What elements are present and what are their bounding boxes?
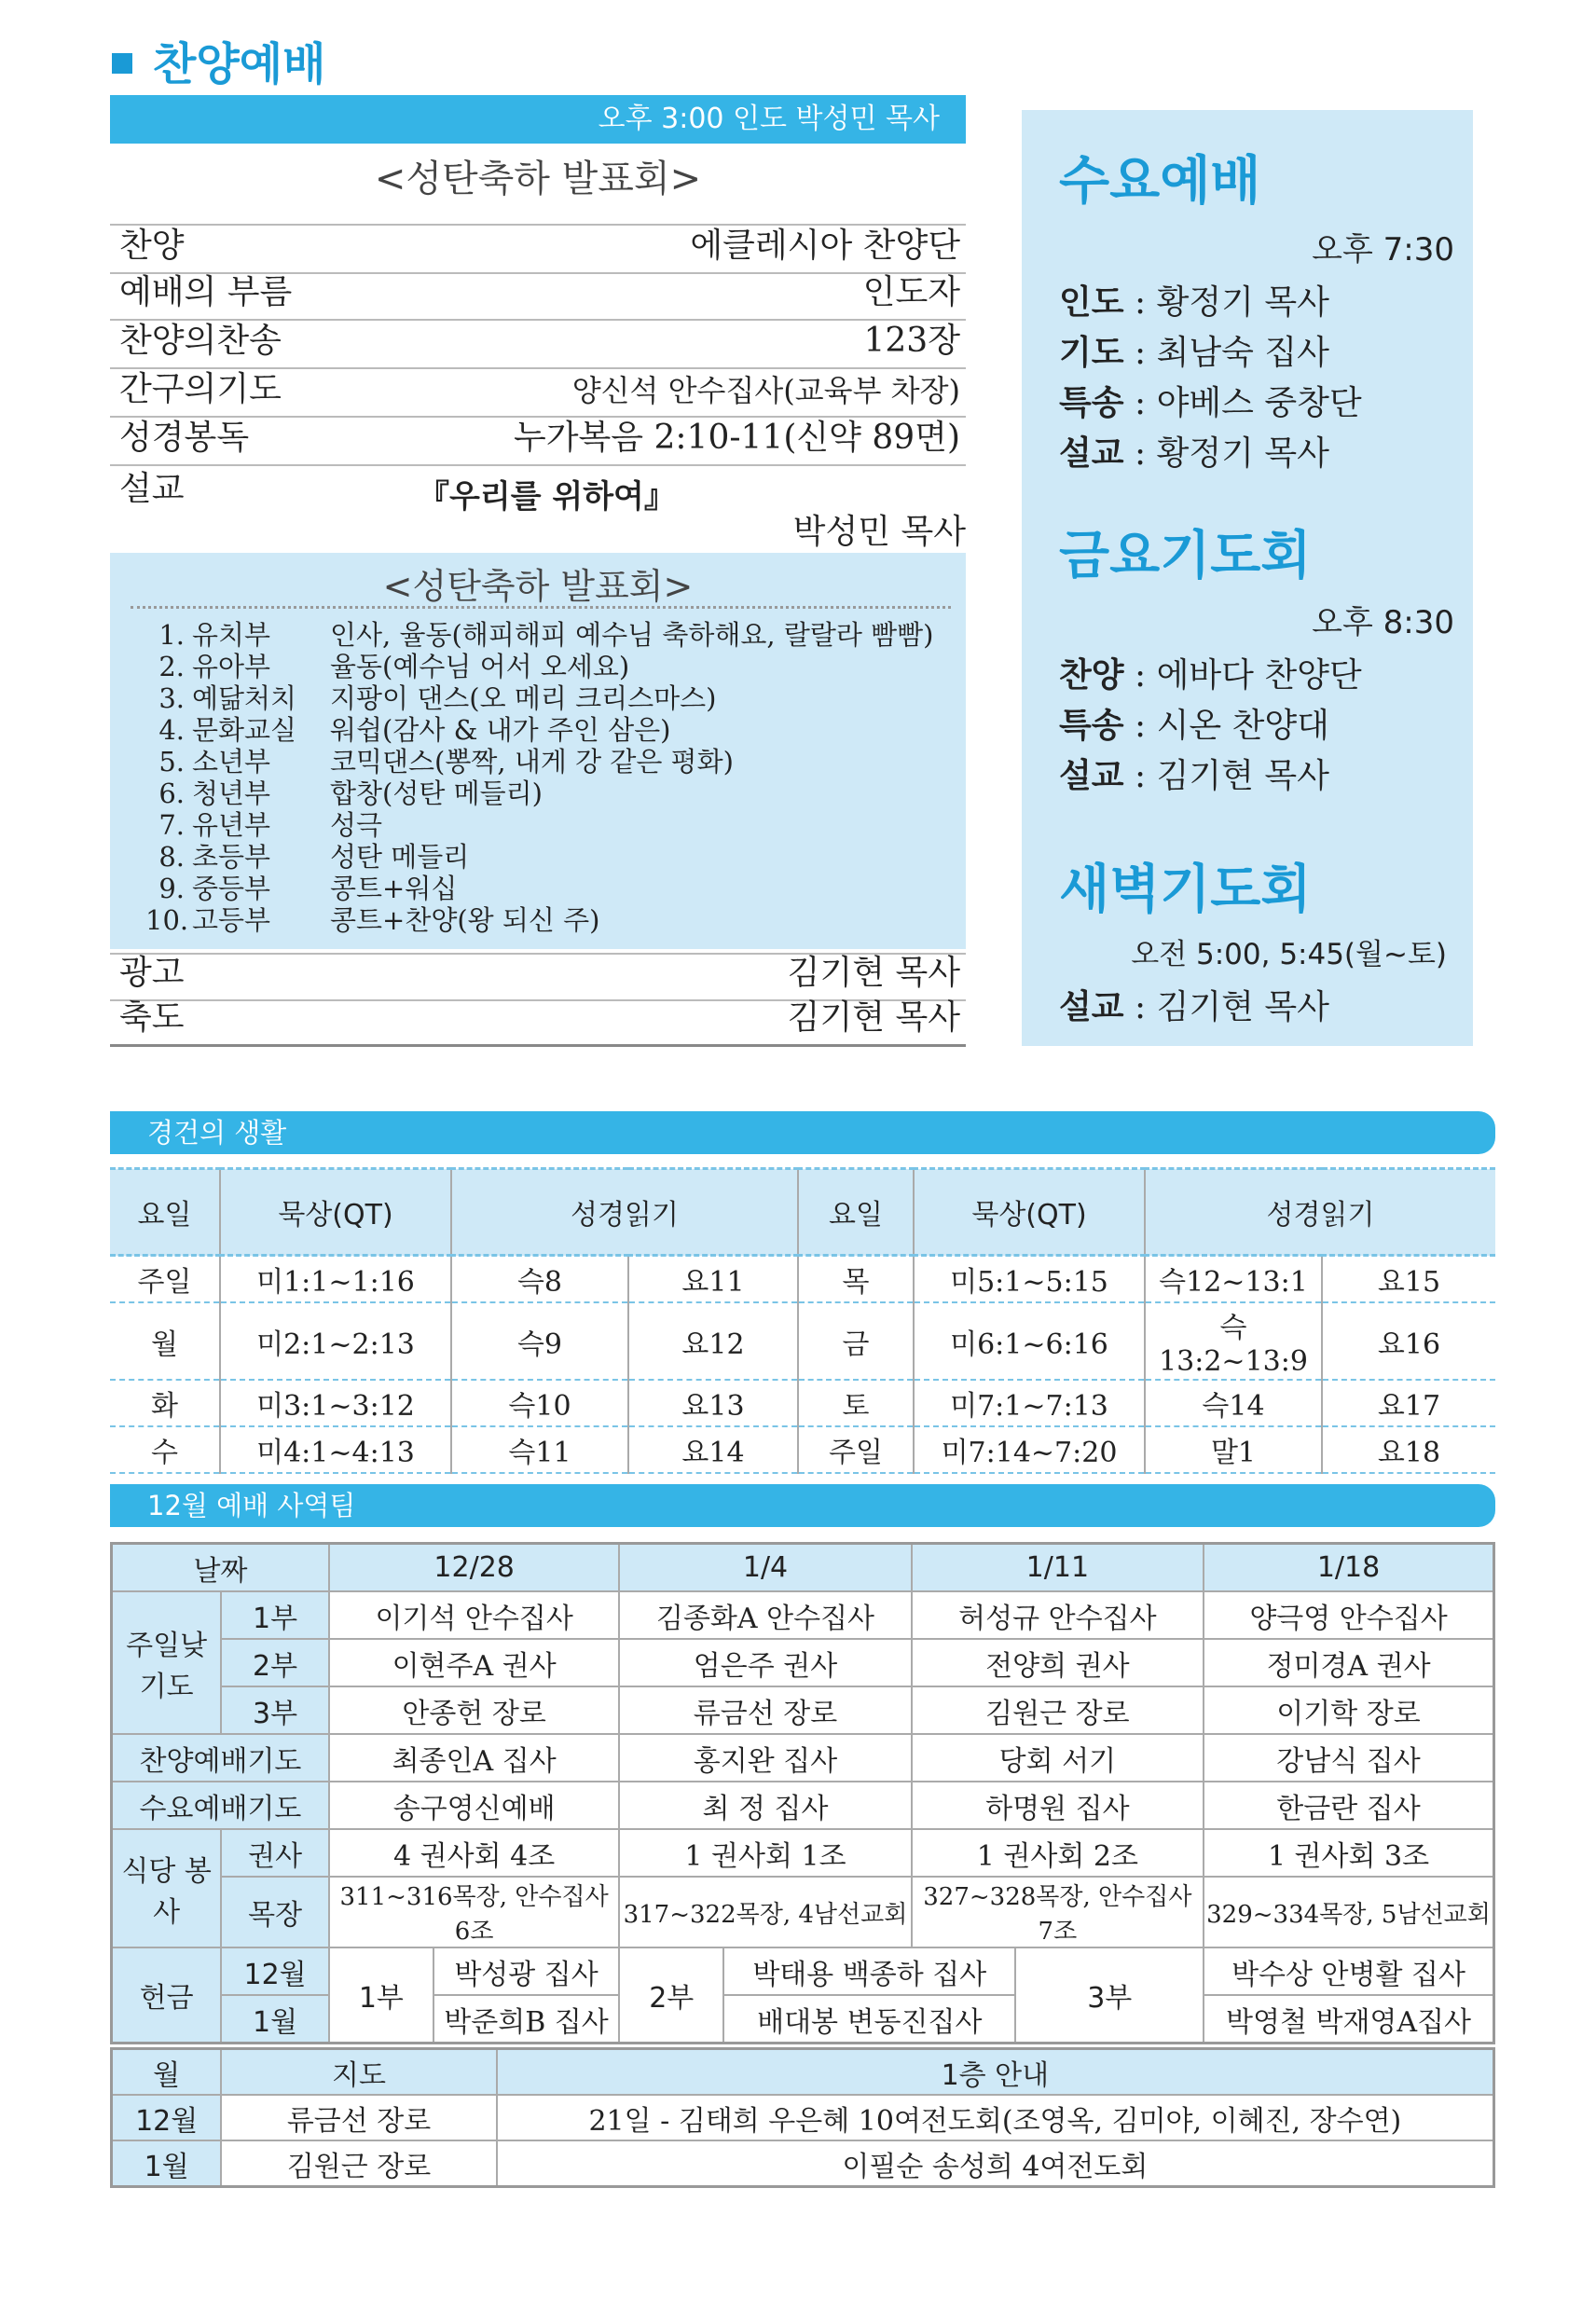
name-cell: 327~328목장, 안수집사 7조 — [912, 1877, 1204, 1947]
order-label: 간구의기도 — [119, 370, 282, 408]
role-label: 기도 — [1059, 334, 1124, 372]
header-cell: 성경읽기 — [1145, 1169, 1495, 1256]
program-num: 8. — [158, 841, 185, 873]
month-cell: 12월 — [221, 1947, 329, 1995]
qt-cell: 미1:1~1:16 — [220, 1256, 451, 1303]
program-dept: 소년부 — [192, 746, 271, 778]
program-num: 2. — [158, 651, 185, 682]
role-label: 인도 — [1059, 283, 1124, 322]
header-cell: 월 — [112, 2049, 222, 2096]
name-cell: 박영철 박재영A집사 — [1204, 1995, 1493, 2044]
program-dept: 예닮처치 — [192, 682, 297, 714]
dawn-time: 오전 5:00, 5:45(월~토) — [1131, 938, 1447, 971]
program-content: 워쉽(감사 & 내가 주인 삼은) — [330, 714, 671, 746]
info-cell: 이필순 송성희 4여전도회 — [497, 2140, 1494, 2187]
header-cell: 요일 — [110, 1169, 220, 1256]
header-cell: 성경읽기 — [451, 1169, 798, 1256]
name-cell: 1 권사회 1조 — [619, 1829, 911, 1877]
friday-line — [1059, 699, 1329, 747]
program-item — [145, 651, 629, 682]
program-num: 9. — [158, 873, 185, 904]
program-dept: 유치부 — [192, 619, 271, 651]
name-cell: 박태용 백종하 집사 — [723, 1947, 1015, 1995]
cafeteria-label: 식당 봉사 — [112, 1829, 222, 1947]
program-dept: 청년부 — [192, 778, 271, 809]
reading-cell: 요13 — [628, 1380, 798, 1426]
program-dept: 중등부 — [192, 873, 271, 904]
role-name: : 김기현 목사 — [1123, 757, 1329, 795]
sunday-prayer-label: 주일낮 기도 — [112, 1591, 222, 1734]
date-label: 날짜 — [112, 1544, 329, 1592]
info-cell: 21일 - 김태희 우은혜 10여전도회(조영옥, 김미야, 이혜진, 장수연) — [497, 2095, 1494, 2140]
part-cell: 1부 — [221, 1591, 329, 1639]
name-cell: 안종헌 장로 — [329, 1686, 619, 1734]
date-cell: 1/11 — [912, 1544, 1204, 1592]
part-cell: 1부 — [329, 1947, 433, 2044]
service-time-bar: 오후 3:00 인도 박성민 목사 — [110, 95, 966, 144]
day-cell: 월 — [110, 1302, 220, 1380]
order-row — [110, 999, 966, 1047]
name-cell: 최 정 집사 — [619, 1782, 911, 1829]
month-cell: 12월 — [112, 2095, 222, 2140]
reading-cell: 슥10 — [451, 1380, 628, 1426]
name-cell: 317~322목장, 4남선교회 — [619, 1877, 911, 1947]
order-label: 성경봉독 — [119, 419, 250, 457]
wed-prayer-label: 수요예배기도 — [112, 1782, 329, 1829]
day-cell: 화 — [110, 1380, 220, 1426]
guide-cell: 류금선 장로 — [221, 2095, 496, 2140]
program-num: 4. — [158, 714, 185, 746]
qt-cell: 미7:14~7:20 — [914, 1426, 1145, 1473]
name-cell: 정미경A 권사 — [1204, 1639, 1493, 1686]
month-cell: 1월 — [221, 1995, 329, 2044]
reading-cell: 요12 — [628, 1302, 798, 1380]
program-dept: 유년부 — [192, 809, 271, 841]
qt-cell: 미6:1~6:16 — [914, 1302, 1145, 1380]
name-cell: 1 권사회 3조 — [1204, 1829, 1493, 1877]
table-header-row — [110, 1169, 1495, 1256]
name-cell: 양극영 안수집사 — [1204, 1591, 1493, 1639]
program-content: 인사, 율동(해피해피 예수님 축하해요, 랄랄라 빰빰) — [330, 619, 934, 651]
program-item — [145, 619, 933, 651]
program-dept: 유아부 — [192, 651, 271, 682]
role-name: : 김기현 목사 — [1123, 988, 1329, 1026]
header-cell: 1층 안내 — [497, 2049, 1494, 2096]
ministry-table — [110, 1542, 1495, 2044]
order-value: 인도자 — [862, 273, 960, 311]
name-cell: 김종화A 안수집사 — [619, 1591, 911, 1639]
floor-guide-table — [110, 2047, 1495, 2188]
reading-cell: 요18 — [1322, 1426, 1495, 1473]
program-title: <성탄축하 발표회> — [382, 566, 694, 607]
program-dept: 문화교실 — [192, 714, 297, 746]
square-bullet-icon — [112, 53, 132, 74]
reading-cell: 요11 — [628, 1256, 798, 1303]
order-row — [110, 418, 966, 466]
reading-cell: 슥12~13:1 — [1145, 1256, 1322, 1303]
name-cell: 전양희 권사 — [912, 1639, 1204, 1686]
name-cell: 김원근 장로 — [912, 1686, 1204, 1734]
name-cell: 배대봉 변동진집사 — [723, 1995, 1015, 2044]
table-row — [110, 1426, 1495, 1473]
page-title-text: 찬양예배 — [153, 38, 326, 90]
day-cell: 주일 — [110, 1256, 220, 1303]
program-item — [145, 841, 469, 873]
name-cell: 이기석 안수집사 — [329, 1591, 619, 1639]
program-content: 콩트+찬양(왕 되신 주) — [330, 904, 600, 936]
program-content: 율동(예수님 어서 오세요) — [330, 651, 630, 682]
name-cell: 311~316목장, 안수집사 6조 — [329, 1877, 619, 1947]
reading-cell: 슥11 — [451, 1426, 628, 1473]
role-name: : 에바다 찬양단 — [1123, 656, 1362, 695]
day-cell: 토 — [798, 1380, 914, 1426]
program-num: 1. — [158, 619, 185, 651]
program-content: 콩트+워십 — [330, 873, 458, 904]
program-item — [145, 778, 543, 809]
qt-cell: 미3:1~3:12 — [220, 1380, 451, 1426]
praise-prayer-label: 찬양예배기도 — [112, 1734, 329, 1782]
table-row — [110, 1380, 1495, 1426]
program-content: 성탄 메들리 — [330, 841, 470, 873]
program-content: 코믹댄스(뽕짝, 내게 강 같은 평화) — [330, 746, 734, 778]
header-cell: 묵상(QT) — [914, 1169, 1145, 1256]
table-row — [110, 1302, 1495, 1380]
wednesday-line — [1059, 427, 1329, 475]
wednesday-line — [1059, 377, 1362, 424]
order-value: 김기현 목사 — [787, 998, 960, 1037]
order-label: 찬양 — [119, 227, 185, 265]
reading-cell: 요14 — [628, 1426, 798, 1473]
reading-cell: 말1 — [1145, 1426, 1322, 1473]
service-subtitle: <성탄축하 발표회> — [374, 158, 702, 200]
wednesday-title: 수요예배 — [1059, 151, 1261, 212]
order-label: 축도 — [119, 998, 185, 1037]
program-num: 7. — [158, 809, 185, 841]
part-cell: 2부 — [619, 1947, 723, 2044]
devotion-table — [110, 1167, 1495, 1474]
header-cell: 요일 — [798, 1169, 914, 1256]
day-cell: 금 — [798, 1302, 914, 1380]
day-cell: 목 — [798, 1256, 914, 1303]
dotted-divider — [131, 606, 951, 609]
header-cell: 지도 — [221, 2049, 496, 2096]
month-cell: 1월 — [112, 2140, 222, 2187]
program-content: 성극 — [330, 809, 383, 841]
friday-line — [1059, 649, 1362, 696]
name-cell: 329~334목장, 5남선교회 — [1204, 1877, 1493, 1947]
order-value: 누가복음 2:10-11(신약 89면) — [513, 419, 960, 457]
qt-cell: 미4:1~4:13 — [220, 1426, 451, 1473]
sermon-title: 『우리를 위하여』 — [418, 478, 676, 516]
role-label: 특송 — [1059, 384, 1124, 422]
reading-cell: 슥14 — [1145, 1380, 1322, 1426]
role-name: : 황정기 목사 — [1123, 434, 1329, 473]
day-cell: 수 — [110, 1426, 220, 1473]
name-cell: 박준희B 집사 — [433, 1995, 620, 2044]
reading-cell: 요15 — [1322, 1256, 1495, 1303]
date-cell: 12/28 — [329, 1544, 619, 1592]
order-label: 예배의 부름 — [119, 273, 293, 311]
reading-cell: 슥9 — [451, 1302, 628, 1380]
wednesday-line — [1059, 326, 1329, 374]
reading-cell: 슥8 — [451, 1256, 628, 1303]
friday-title: 금요기도회 — [1059, 526, 1312, 586]
dawn-line — [1059, 981, 1329, 1028]
role-label: 설교 — [1059, 757, 1124, 795]
name-cell: 한금란 집사 — [1204, 1782, 1493, 1829]
part-cell: 권사 — [221, 1829, 329, 1877]
role-label: 찬양 — [1059, 656, 1124, 695]
order-value: 에클레시아 찬양단 — [690, 227, 960, 265]
program-dept: 고등부 — [192, 904, 271, 936]
friday-line — [1059, 750, 1329, 797]
order-value: 양신석 안수집사(교육부 차장) — [571, 373, 960, 408]
role-label: 설교 — [1059, 988, 1124, 1026]
order-value: 김기현 목사 — [787, 954, 960, 992]
part-cell: 3부 — [1015, 1947, 1204, 2044]
program-dept: 초등부 — [192, 841, 271, 873]
name-cell: 박수상 안병활 집사 — [1204, 1947, 1493, 1995]
role-label: 설교 — [1059, 434, 1124, 473]
qt-cell: 미2:1~2:13 — [220, 1302, 451, 1380]
name-cell: 당회 서기 — [912, 1734, 1204, 1782]
program-num: 10. — [145, 904, 189, 936]
program-num: 6. — [158, 778, 185, 809]
name-cell: 송구영신예배 — [329, 1782, 619, 1829]
name-cell: 4 권사회 4조 — [329, 1829, 619, 1877]
program-content: 합창(성탄 메들리) — [330, 778, 543, 809]
date-cell: 1/4 — [619, 1544, 911, 1592]
name-cell: 강남식 집사 — [1204, 1734, 1493, 1782]
program-item — [145, 682, 716, 714]
order-value: 123장 — [863, 322, 960, 360]
role-name: : 황정기 목사 — [1123, 283, 1329, 322]
order-label: 찬양의찬송 — [119, 322, 282, 360]
name-cell: 홍지완 집사 — [619, 1734, 911, 1782]
name-cell: 류금선 장로 — [619, 1686, 911, 1734]
name-cell: 박성광 집사 — [433, 1947, 620, 1995]
part-cell: 목장 — [221, 1877, 329, 1947]
friday-time: 오후 8:30 — [1312, 604, 1454, 641]
dawn-title: 새벽기도회 — [1059, 860, 1312, 920]
part-cell: 2부 — [221, 1639, 329, 1686]
header-cell: 묵상(QT) — [220, 1169, 451, 1256]
role-name: : 시온 찬양대 — [1123, 707, 1329, 745]
wednesday-line — [1059, 276, 1329, 323]
role-name: : 최남숙 집사 — [1123, 334, 1329, 372]
offering-label: 헌금 — [112, 1947, 222, 2044]
name-cell: 1 권사회 2조 — [912, 1829, 1204, 1877]
role-label: 특송 — [1059, 707, 1124, 745]
sermon-label: 설교 — [119, 470, 185, 508]
reading-cell: 요16 — [1322, 1302, 1495, 1380]
name-cell: 허성규 안수집사 — [912, 1591, 1204, 1639]
page-title — [112, 28, 325, 92]
program-num: 3. — [158, 682, 185, 714]
program-item — [145, 809, 382, 841]
wednesday-time: 오후 7:30 — [1312, 231, 1454, 268]
order-label: 광고 — [119, 954, 185, 992]
sermon-pastor: 박성민 목사 — [792, 513, 966, 551]
name-cell: 최종인A 집사 — [329, 1734, 619, 1782]
part-cell: 3부 — [221, 1686, 329, 1734]
reading-cell: 요17 — [1322, 1380, 1495, 1426]
program-item — [145, 714, 670, 746]
devotion-section-bar: 경건의 생활 — [110, 1111, 1495, 1154]
program-item — [145, 746, 734, 778]
table-row — [110, 1256, 1495, 1303]
guide-cell: 김원근 장로 — [221, 2140, 496, 2187]
role-name: : 야베스 중창단 — [1123, 384, 1362, 422]
name-cell: 하명원 집사 — [912, 1782, 1204, 1829]
program-num: 5. — [158, 746, 185, 778]
qt-cell: 미7:1~7:13 — [914, 1380, 1145, 1426]
program-item — [145, 873, 457, 904]
ministry-section-bar: 12월 예배 사역팀 — [110, 1484, 1495, 1527]
name-cell: 엄은주 권사 — [619, 1639, 911, 1686]
qt-cell: 미5:1~5:15 — [914, 1256, 1145, 1303]
name-cell: 이현주A 권사 — [329, 1639, 619, 1686]
date-cell: 1/18 — [1204, 1544, 1493, 1592]
program-item — [145, 904, 599, 936]
program-content: 지팡이 댄스(오 메리 크리스마스) — [330, 682, 717, 714]
reading-cell: 슥13:2~13:9 — [1145, 1302, 1322, 1380]
day-cell: 주일 — [798, 1426, 914, 1473]
name-cell: 이기학 장로 — [1204, 1686, 1493, 1734]
